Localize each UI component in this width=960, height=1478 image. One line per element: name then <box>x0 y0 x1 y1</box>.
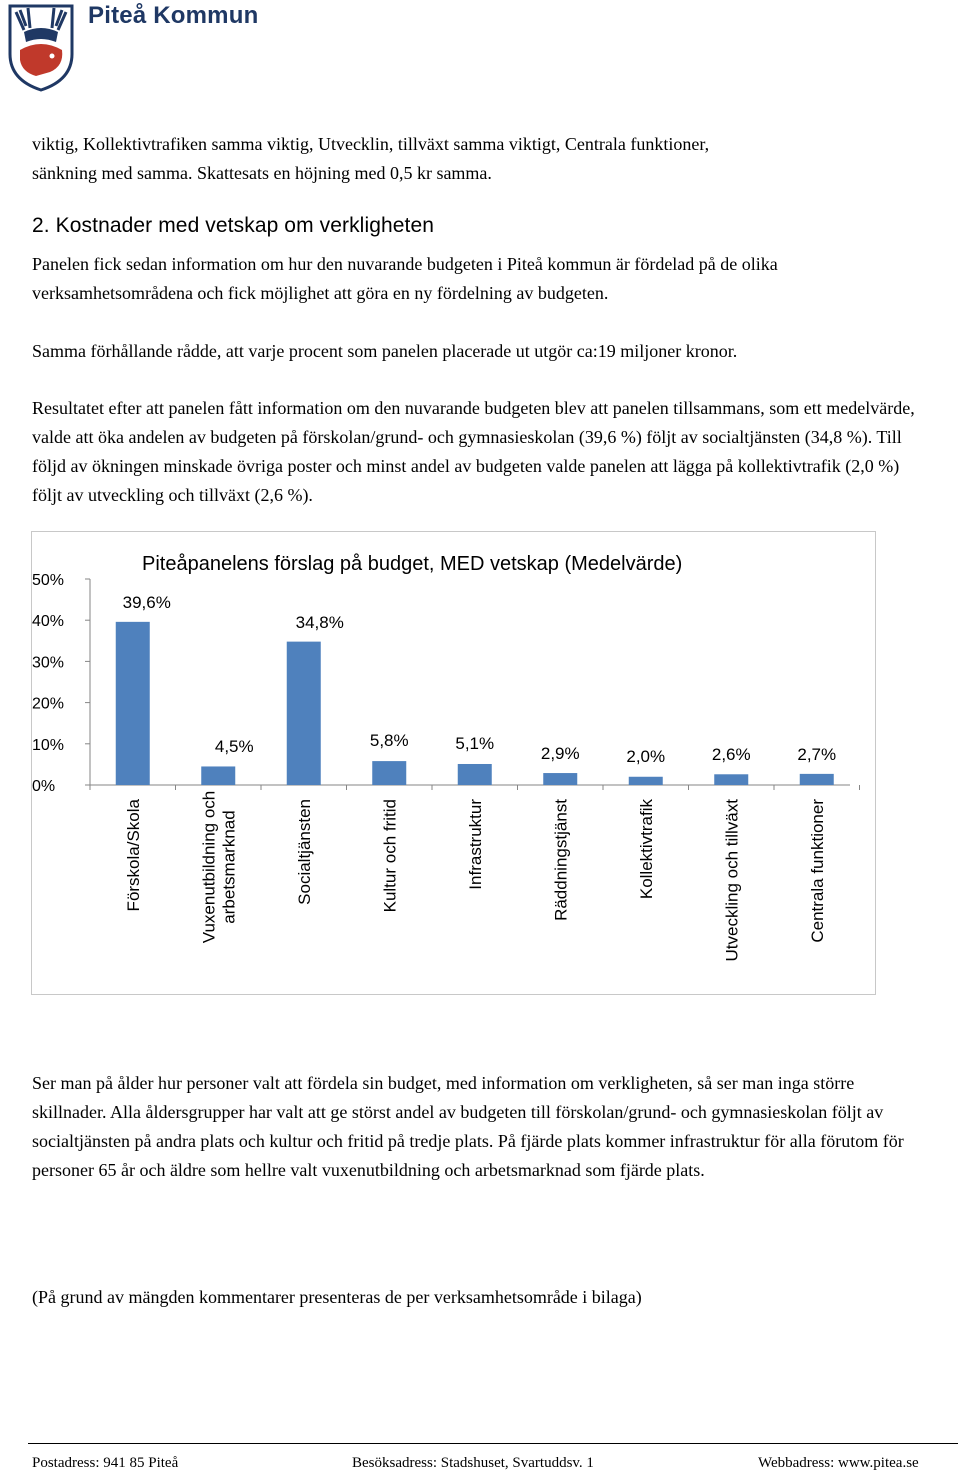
bar-8 <box>714 774 748 785</box>
category-label-4 <box>380 799 399 912</box>
category-label-text: Vuxenutbildning och <box>199 790 219 944</box>
category-label-text: Socialtjänsten <box>294 799 314 905</box>
y-tick-label: 50% <box>32 572 65 589</box>
section-paragraph-1: Panelen fick sedan information om hur den nuvarande budgeten i Piteå kommun är fördelad på de olika verksamhetsområdena och fick möjlighet att göra en ny fördelning av budgeten. <box>32 254 778 303</box>
bar-7 <box>629 777 663 785</box>
bar-value-label-8: 2,6% <box>711 745 751 764</box>
y-tick-label: 30% <box>32 654 65 672</box>
org-name: Piteå Kommun <box>88 2 259 29</box>
y-tick-label: 0% <box>32 778 56 795</box>
bar-6 <box>543 773 577 785</box>
intro-line-1: viktig, Kollektivtrafiken samma viktig, Utvecklin, tillväxt samma viktigt, Centrala funktioner, <box>32 134 710 154</box>
bar-value-label-2: 4,5% <box>214 737 254 756</box>
page-header <box>0 0 960 100</box>
bar-value-label-7: 2,0% <box>626 747 666 766</box>
bar-value-label-1: 39,6% <box>122 593 171 612</box>
bar-3 <box>287 642 321 785</box>
section-paragraph-3: Resultatet efter att panelen fått information om den nuvarande budgeten blev att panelen tillsammans, som ett medelvärde, valde att öka andelen av budgeten på förskolan/grund- och gymnasieskolan (39,6 %) följt av socialtjänsten (34,8 %). Till följd av ökningen minskade övriga poster och minst andel av budgeten valde panelen att lägga på kollektivtrafik (2,0 %) följt av utveckling och tillväxt (2,6 %). <box>32 398 915 505</box>
category-label-text: Utveckling och tillväxt <box>722 799 742 962</box>
section-heading: 2. Kostnader med vetskap om verkligheten <box>32 214 435 237</box>
category-label-text: Infrastruktur <box>465 799 485 890</box>
budget-chart-frame <box>31 531 876 995</box>
category-label-text: Kultur och fritid <box>380 799 400 913</box>
y-tick-label: 40% <box>32 613 65 631</box>
y-tick-label: 20% <box>32 695 65 713</box>
after-chart-paragraph-2: (På grund av mängden kommentarer presenteras de per verksamhetsområde i bilaga) <box>32 1287 642 1307</box>
bar-4 <box>372 761 406 785</box>
bar-2 <box>201 766 235 785</box>
bar-value-label-3: 34,8% <box>295 613 344 632</box>
section-paragraph-2: Samma förhållande rådde, att varje procent som panelen placerade ut utgör ca:19 miljoner kronor. <box>32 341 738 361</box>
budget-bar-chart <box>32 532 877 996</box>
bar-1 <box>116 622 150 785</box>
after-chart-paragraph-1: Ser man på ålder hur personer valt att fördela sin budget, med information om verkligheten, så ser man inga större skillnader. Alla åldersgrupper har valt att ge störst andel av budgeten till förskolan/grund- och gymnasieskolan följt av socialtjänsten på andra plats och kultur och fritid på tredje plats. På fjärde plats kommer infrastruktur för alla förutom för personer 65 år och äldre som hellre valt vuxenutbildning och arbetsmarknad som fjärde plats. <box>32 1073 904 1180</box>
y-tick-label: 10% <box>32 736 65 754</box>
footer-postal-address: Postadress: 941 85 Piteå <box>32 1455 179 1471</box>
category-label-6 <box>551 799 570 921</box>
footer-visit-address: Besöksadress: Stadshuset, Svartuddsv. 1 <box>352 1455 594 1471</box>
category-label-2 <box>199 791 238 944</box>
footer-web-address: Webbadress: www.pitea.se <box>758 1455 919 1471</box>
category-label-7 <box>637 799 656 900</box>
category-label-text: Kollektivtrafik <box>636 799 656 900</box>
bar-value-label-4: 5,8% <box>369 731 409 750</box>
category-label-text: Förskola/Skola <box>123 799 143 912</box>
bar-value-label-5: 5,1% <box>455 734 495 753</box>
bar-value-label-9: 2,7% <box>797 745 837 764</box>
category-label-text: Centrala funktioner <box>807 799 827 943</box>
category-label-5 <box>466 799 485 890</box>
category-label-8 <box>722 799 741 962</box>
bar-value-label-6: 2,9% <box>540 744 580 763</box>
reindeer-coat-of-arms-icon <box>6 2 76 92</box>
category-label-text: arbetsmarknad <box>219 810 239 924</box>
intro-line-2: sänkning med samma. Skattesats en höjning med 0,5 kr samma. <box>32 163 492 183</box>
category-label-3 <box>295 799 314 905</box>
bar-9 <box>800 774 834 785</box>
category-label-9 <box>808 799 827 943</box>
footer-divider <box>28 1443 958 1444</box>
category-label-text: Räddningstjänst <box>551 799 571 921</box>
bar-5 <box>458 764 492 785</box>
category-label-1 <box>124 798 143 911</box>
chart-title: Piteåpanelens förslag på budget, MED vetskap (Medelvärde) <box>142 553 683 575</box>
